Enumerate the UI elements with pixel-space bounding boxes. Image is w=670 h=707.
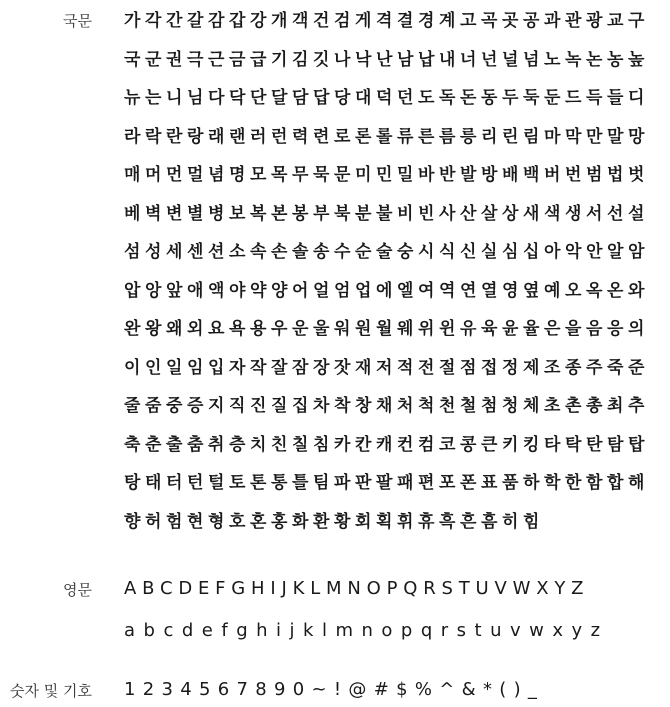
korean-glyph-row: 가각간갈감갑강개객건검게격결경계고곡곳공과관광교구 (124, 11, 650, 31)
korean-glyph-row: 이인일임입자작잘잠장잣재저적전절점접정제조종주죽준 (124, 358, 650, 378)
korean-section-label: 국문 (63, 12, 92, 30)
korean-glyph-row: 향허험현형호혼홍화환황회획휘휴흑흔흠히힘 (124, 512, 545, 532)
korean-glyph-row: 줄줌중증지직진질집차착창채처척천철첨청체초촌총최추 (124, 396, 650, 416)
uppercase-glyph-row: ABCDEFGHIJKLMNOPQRSTUVWXYZ (124, 578, 590, 599)
korean-glyph-row: 탕태터턴털토톤통틀팀파판팔패편포폰표품하학한함합해 (124, 473, 650, 493)
korean-glyph-row: 압앙앞애액야약양어얼엄업에엘여역연열영옆예오옥온와 (124, 281, 650, 301)
korean-glyph-row: 섬성세센션소속손솔송수순술숭시식신실심십아악안알암 (124, 242, 650, 262)
korean-glyph-row: 뉴는니님다닥단달담답당대덕던도독돈동두둑둔드득들디 (124, 88, 650, 108)
korean-glyph-row: 라락란랑래랜러런력련로론롤류른름릉리린림마막만말망 (124, 127, 650, 147)
symbols-section-label: 숫자 및 기호 (10, 682, 92, 700)
korean-glyph-row: 베벽변별병보복본봉부북분불비빈사산살상새색생서선설 (124, 204, 650, 224)
english-section-label: 영문 (63, 581, 92, 599)
korean-glyph-row: 국군권극근금급기김깃나낙난남납내너넌널넘노녹논농높 (124, 50, 650, 70)
korean-glyph-row: 축춘출춤취층치친칠침카칸캐컨컴코콩큰키킹타탁탄탐탑 (124, 435, 650, 455)
korean-glyph-row: 완왕왜외요욕용우운울워원월웨위윈유육윤율은을음응의 (124, 319, 650, 339)
symbols-glyph-row: 1234567890~!@#$%^&*()_ (124, 679, 545, 700)
lowercase-glyph-row: abcdefghijklmnopqrstuvwxyz (124, 620, 609, 641)
korean-glyph-row: 매머먼멀념명모목무묵문미민밀바반발방배백버번범법벗 (124, 165, 650, 185)
